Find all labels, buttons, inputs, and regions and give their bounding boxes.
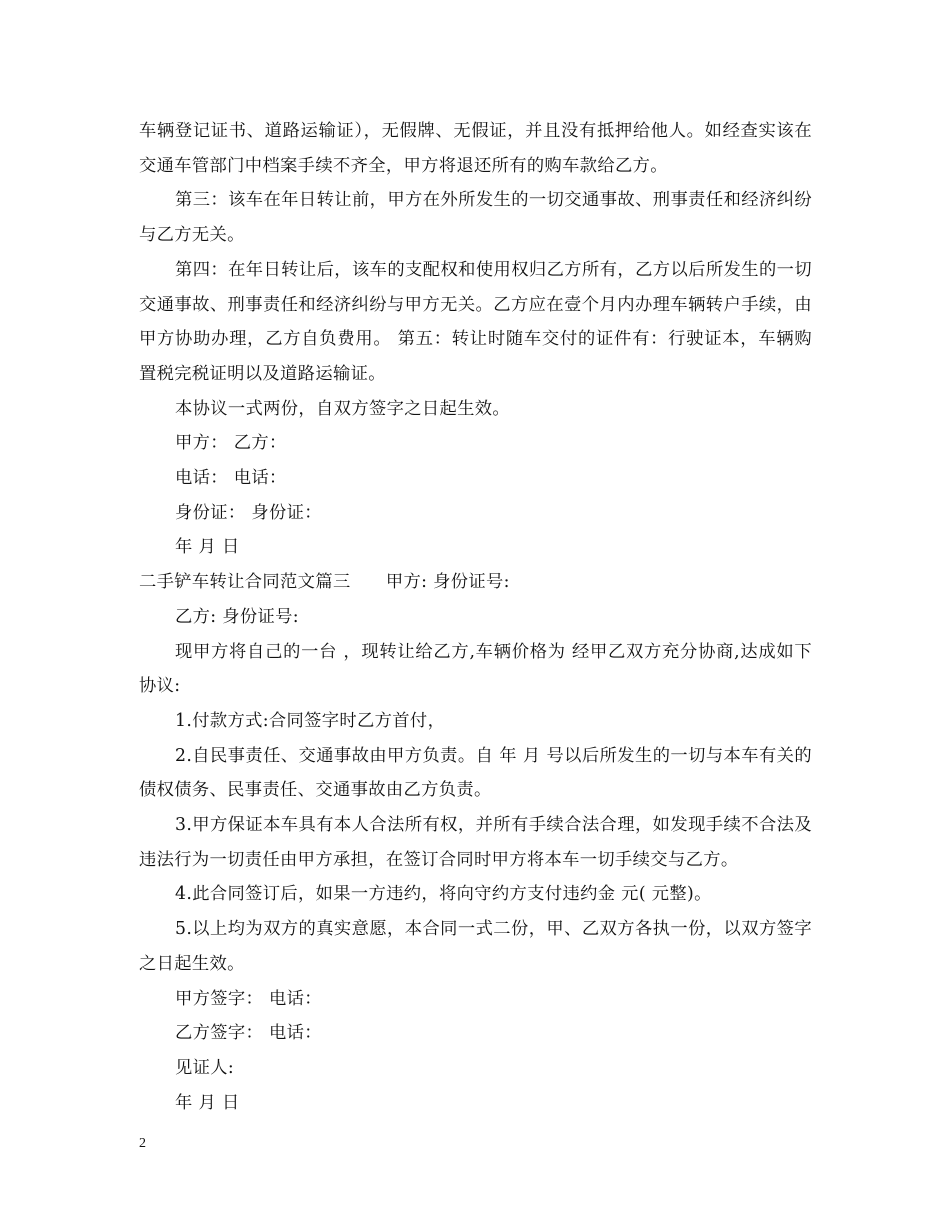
date-line: 年 月 日 xyxy=(175,537,240,558)
paragraph-agreement-effective: 本协议一式两份，自双方签字之日起生效。 xyxy=(175,398,510,419)
section-title-contract-three: 二手铲车转让合同范文篇三 甲方: 身份证号: xyxy=(139,572,510,593)
id-card-line: 身份证： 身份证： xyxy=(175,502,322,523)
clause-breach-penalty: 4.此合同签订后，如果一方违约，将向守约方支付违约金 元( 元整)。 xyxy=(175,884,712,905)
clause-copies: 5.以上均为双方的真实意愿，本合同一式二份，甲、乙双方各执一份，以双方签字之日起生效。 xyxy=(139,919,812,974)
clause-payment-method: 1.付款方式:合同签字时乙方首付， xyxy=(175,710,446,731)
party-a-signature-line: 甲方签字： 电话： xyxy=(175,988,322,1009)
page-number: 2 xyxy=(139,1136,146,1151)
party-b-signature-line: 乙方签字： 电话： xyxy=(175,1023,322,1044)
paragraph-article-four-five: 第四：在年日转让后，该车的支配权和使用权归乙方所有，乙方以后所发生的一切交通事故、刑事责任和经济纠纷与甲方无关。乙方应在壹个月内办理车辆转户手续，由甲方协助办理，乙方自负费用。 第五：转让时随车交付的证件有：行驶证本，车辆购置税完税证明以及道路运输证。 xyxy=(139,259,812,384)
clause-ownership-guarantee: 3.甲方保证本车具有本人合法所有权，并所有手续合法合理，如发现手续不合法及违法行为一切责任由甲方承担，在签订合同时甲方将本车一切手续交与乙方。 xyxy=(139,815,812,870)
phone-line: 电话： 电话： xyxy=(175,468,287,489)
party-line: 甲方： 乙方： xyxy=(175,433,287,454)
final-date-line: 年 月 日 xyxy=(175,1092,240,1113)
paragraph-transfer-intro: 现甲方将自己的一台 ，现转让给乙方,车辆价格为 经甲乙双方充分协商,达成如下协议: xyxy=(139,641,812,697)
clause-liability: 2.自民事责任、交通事故由甲方负责。自 年 月 号以后所发生的一切与本车有关的债权债务、民事责任、交通事故由乙方负责。 xyxy=(139,745,812,801)
witness-line: 见证人: xyxy=(175,1057,235,1078)
paragraph-article-three: 第三：该车在年日转让前，甲方在外所发生的一切交通事故、刑事责任和经济纠纷与乙方无关。 xyxy=(139,190,812,246)
paragraph-vehicle-certificates: 车辆登记证书、道路运输证），无假牌、无假证，并且没有抵押给他人。如经查实该在交通车管部门中档案手续不齐全，甲方将退还所有的购车款给乙方。 xyxy=(139,121,812,176)
party-b-id-line: 乙方: 身份证号: xyxy=(175,606,299,627)
document-body xyxy=(139,114,812,1120)
